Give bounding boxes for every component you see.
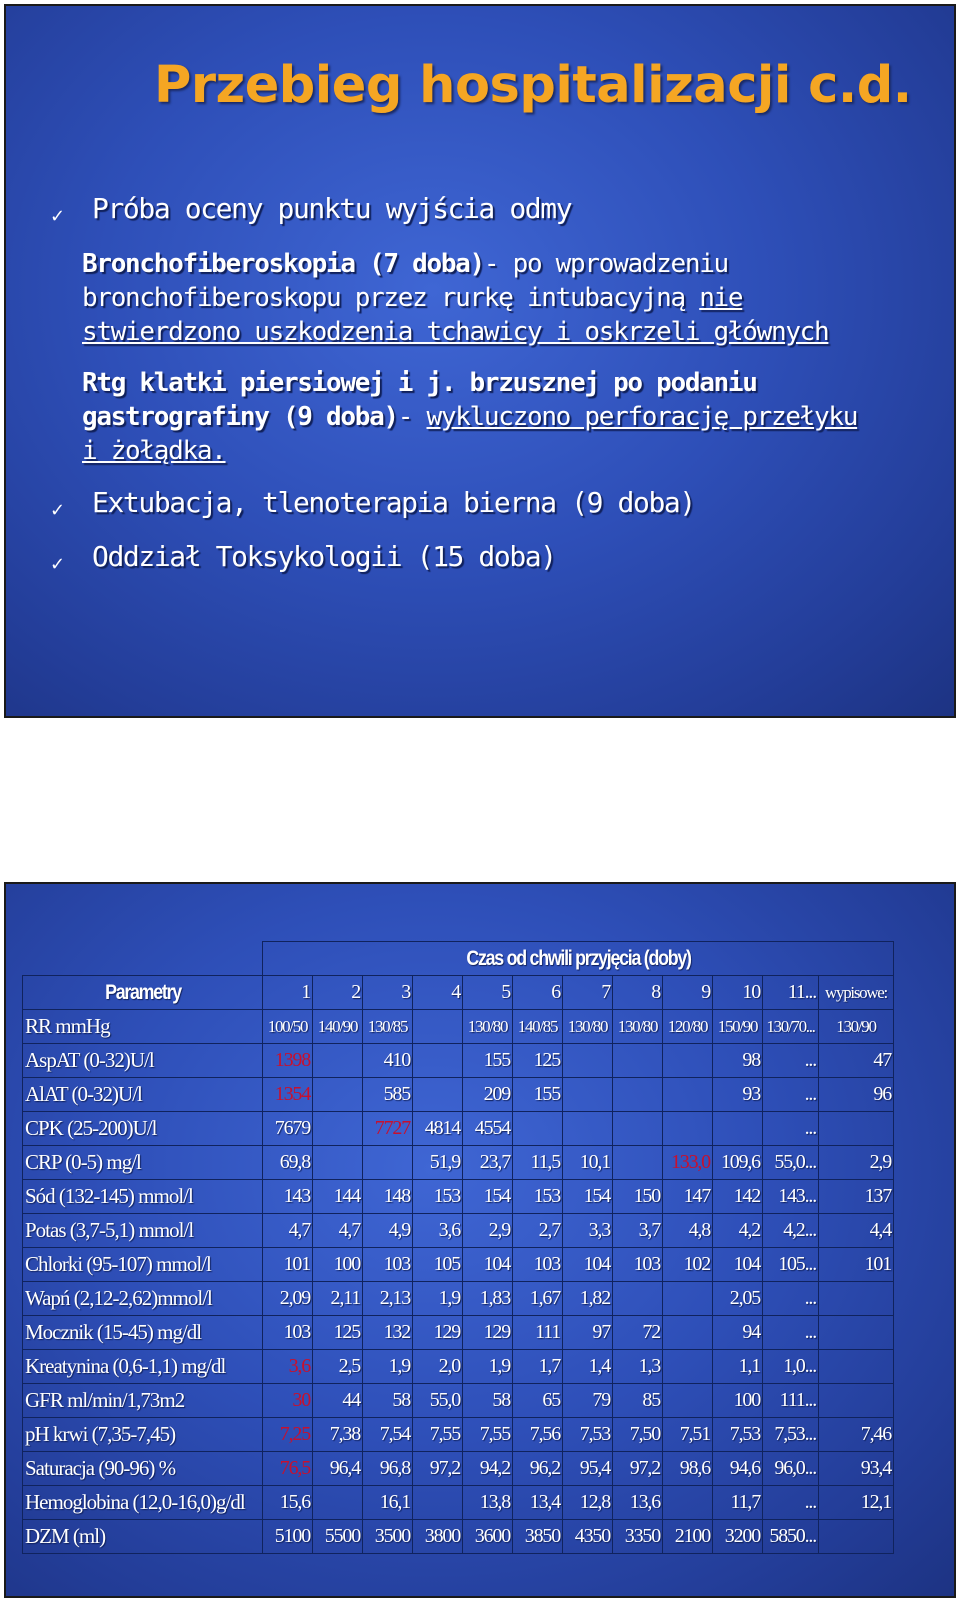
value-cell bbox=[819, 1350, 894, 1384]
xray-line-2 bbox=[82, 402, 857, 432]
value-cell: 55,0 bbox=[413, 1384, 463, 1418]
value-cell: 2,09 bbox=[263, 1282, 313, 1316]
slide-hospitalization bbox=[4, 4, 956, 718]
value-cell: 96 bbox=[819, 1078, 894, 1112]
value-cell: 137 bbox=[819, 1180, 894, 1214]
value-cell: 15,6 bbox=[263, 1486, 313, 1520]
lab-results-table bbox=[22, 941, 894, 1554]
value-cell: 12,1 bbox=[819, 1486, 894, 1520]
value-cell: 143... bbox=[763, 1180, 819, 1214]
header-corner bbox=[23, 942, 263, 976]
value-cell: 100 bbox=[713, 1384, 763, 1418]
value-cell bbox=[819, 1316, 894, 1350]
value-cell: 104 bbox=[463, 1248, 513, 1282]
day-header: 8 bbox=[613, 976, 663, 1010]
value-cell: 130/80 bbox=[613, 1010, 663, 1044]
value-cell: 96,0... bbox=[763, 1452, 819, 1486]
value-cell: 55,0... bbox=[763, 1146, 819, 1180]
abnormal-value-cell: 3,6 bbox=[263, 1350, 313, 1384]
value-cell bbox=[613, 1146, 663, 1180]
table-row bbox=[23, 1010, 894, 1044]
time-header: Czas od chwili przyjęcia (doby) bbox=[310, 942, 846, 976]
value-cell: ... bbox=[763, 1112, 819, 1146]
value-cell: 125 bbox=[513, 1044, 563, 1078]
value-cell: 10,1 bbox=[563, 1146, 613, 1180]
day-header: 10 bbox=[713, 976, 763, 1010]
value-cell: 97,2 bbox=[413, 1452, 463, 1486]
value-cell: 97 bbox=[563, 1316, 613, 1350]
parameter-name: Sód (132-145) mmol/l bbox=[23, 1180, 263, 1214]
parameter-name: Chlorki (95-107) mmol/l bbox=[23, 1248, 263, 1282]
abnormal-value-cell: 1354 bbox=[263, 1078, 313, 1112]
day-header: 6 bbox=[513, 976, 563, 1010]
value-cell: 11,7 bbox=[713, 1486, 763, 1520]
value-cell: 125 bbox=[313, 1316, 363, 1350]
value-cell: 153 bbox=[413, 1180, 463, 1214]
abnormal-value-cell: 30 bbox=[263, 1384, 313, 1418]
value-cell: 93,4 bbox=[819, 1452, 894, 1486]
value-cell: 1,3 bbox=[613, 1350, 663, 1384]
value-cell: 1,9 bbox=[413, 1282, 463, 1316]
value-cell bbox=[613, 1112, 663, 1146]
value-cell: 103 bbox=[263, 1316, 313, 1350]
abnormal-value-cell: 76,5 bbox=[263, 1452, 313, 1486]
value-cell: 1,1 bbox=[713, 1350, 763, 1384]
xray-dash: - bbox=[397, 402, 427, 432]
value-cell: 69,8 bbox=[263, 1146, 313, 1180]
parameter-name: Saturacja (90-96) % bbox=[23, 1452, 263, 1486]
value-cell: ... bbox=[763, 1044, 819, 1078]
value-cell: 2,13 bbox=[363, 1282, 413, 1316]
value-cell: 95,4 bbox=[563, 1452, 613, 1486]
table-row bbox=[23, 1078, 894, 1112]
value-cell: 585 bbox=[363, 1078, 413, 1112]
value-cell bbox=[563, 1044, 613, 1078]
table-row bbox=[23, 1520, 894, 1554]
value-cell bbox=[513, 1112, 563, 1146]
value-cell: 1,83 bbox=[463, 1282, 513, 1316]
parameter-name: AlAT (0-32)U/l bbox=[23, 1078, 263, 1112]
bullet-toxicology: Oddział Toksykologii (15 doba) bbox=[92, 540, 556, 573]
day-header: 1 bbox=[263, 976, 313, 1010]
value-cell bbox=[313, 1078, 363, 1112]
table-row bbox=[23, 1180, 894, 1214]
value-cell: 142 bbox=[713, 1180, 763, 1214]
value-cell: 3,3 bbox=[563, 1214, 613, 1248]
value-cell: 105 bbox=[413, 1248, 463, 1282]
table-row bbox=[23, 1146, 894, 1180]
parameter-name: DZM (ml) bbox=[23, 1520, 263, 1554]
value-cell: 96,2 bbox=[513, 1452, 563, 1486]
value-cell: 3,6 bbox=[413, 1214, 463, 1248]
value-cell: 4,7 bbox=[263, 1214, 313, 1248]
value-cell: 154 bbox=[563, 1180, 613, 1214]
value-cell: ... bbox=[763, 1078, 819, 1112]
value-cell bbox=[313, 1112, 363, 1146]
value-cell bbox=[313, 1146, 363, 1180]
day-header: 4 bbox=[413, 976, 463, 1010]
bronchoscopy-result: stwierdzono uszkodzenia tchawicy i oskrzeli głównych bbox=[82, 317, 829, 347]
value-cell: 47 bbox=[819, 1044, 894, 1078]
value-cell: 2,9 bbox=[463, 1214, 513, 1248]
value-cell bbox=[713, 1112, 763, 1146]
value-cell bbox=[663, 1282, 713, 1316]
value-cell: 7,56 bbox=[513, 1418, 563, 1452]
value-cell bbox=[819, 1384, 894, 1418]
value-cell: 144 bbox=[313, 1180, 363, 1214]
parameter-name: CPK (25-200)U/l bbox=[23, 1112, 263, 1146]
value-cell: 5850... bbox=[763, 1520, 819, 1554]
value-cell bbox=[413, 1044, 463, 1078]
value-cell: 1,9 bbox=[363, 1350, 413, 1384]
parameter-name: Hemoglobina (12,0-16,0)g/dl bbox=[23, 1486, 263, 1520]
value-cell: 3350 bbox=[613, 1520, 663, 1554]
value-cell: 410 bbox=[363, 1044, 413, 1078]
day-header: 9 bbox=[663, 976, 713, 1010]
bronchoscopy-label: Bronchofiberoskopia (7 doba) bbox=[82, 249, 484, 279]
abnormal-value-cell: 133,0 bbox=[663, 1146, 713, 1180]
table-row bbox=[23, 1248, 894, 1282]
parameters-header: Parametry bbox=[41, 976, 245, 1010]
parameter-name: pH krwi (7,35-7,45) bbox=[23, 1418, 263, 1452]
value-cell: 155 bbox=[463, 1044, 513, 1078]
table-row bbox=[23, 1044, 894, 1078]
value-cell bbox=[413, 1010, 463, 1044]
value-cell: 51,9 bbox=[413, 1146, 463, 1180]
value-cell: 103 bbox=[363, 1248, 413, 1282]
value-cell bbox=[413, 1486, 463, 1520]
value-cell: 147 bbox=[663, 1180, 713, 1214]
value-cell: 103 bbox=[513, 1248, 563, 1282]
slide-title: Przebieg hospitalizacji c.d. bbox=[154, 56, 912, 115]
day-header: wypisowe: bbox=[819, 976, 894, 1010]
value-cell: 5100 bbox=[263, 1520, 313, 1554]
table-row bbox=[23, 1452, 894, 1486]
value-cell bbox=[563, 1112, 613, 1146]
value-cell: 85 bbox=[613, 1384, 663, 1418]
value-cell: 7,53 bbox=[713, 1418, 763, 1452]
value-cell: 130/80 bbox=[563, 1010, 613, 1044]
value-cell: 7,53... bbox=[763, 1418, 819, 1452]
value-cell: 3800 bbox=[413, 1520, 463, 1554]
xray-result-end: i żołądka. bbox=[82, 436, 226, 466]
value-cell: 94,6 bbox=[713, 1452, 763, 1486]
abnormal-value-cell: 7727 bbox=[363, 1112, 413, 1146]
value-cell bbox=[663, 1316, 713, 1350]
value-cell: 4,8 bbox=[663, 1214, 713, 1248]
parameter-name: Wapń (2,12-2,62)mmol/l bbox=[23, 1282, 263, 1316]
value-cell bbox=[663, 1112, 713, 1146]
value-cell: 2,11 bbox=[313, 1282, 363, 1316]
value-cell: 3600 bbox=[463, 1520, 513, 1554]
value-cell: 1,0... bbox=[763, 1350, 819, 1384]
table-row bbox=[23, 1486, 894, 1520]
day-header: 3 bbox=[363, 976, 413, 1010]
value-cell: 7,53 bbox=[563, 1418, 613, 1452]
value-cell: 23,7 bbox=[463, 1146, 513, 1180]
value-cell bbox=[563, 1078, 613, 1112]
value-cell bbox=[663, 1486, 713, 1520]
bullet-assessment: Próba oceny punktu wyjścia odmy bbox=[92, 192, 572, 225]
value-cell: 150 bbox=[613, 1180, 663, 1214]
table-row bbox=[23, 1384, 894, 1418]
abnormal-value-cell: 7,25 bbox=[263, 1418, 313, 1452]
value-cell: 2,9 bbox=[819, 1146, 894, 1180]
value-cell: 96,4 bbox=[313, 1452, 363, 1486]
value-cell: 154 bbox=[463, 1180, 513, 1214]
value-cell bbox=[819, 1112, 894, 1146]
value-cell: 140/90 bbox=[313, 1010, 363, 1044]
check-icon: ✓ bbox=[50, 500, 66, 521]
value-cell: 3850 bbox=[513, 1520, 563, 1554]
value-cell: 3,7 bbox=[613, 1214, 663, 1248]
xray-line-1: Rtg klatki piersiowej i j. brzusznej po podaniu bbox=[82, 368, 757, 398]
value-cell: 104 bbox=[563, 1248, 613, 1282]
value-cell bbox=[819, 1520, 894, 1554]
value-cell: 94 bbox=[713, 1316, 763, 1350]
value-cell: 2100 bbox=[663, 1520, 713, 1554]
bullet-extubation: Extubacja, tlenoterapia bierna (9 doba) bbox=[92, 486, 695, 519]
value-cell bbox=[363, 1146, 413, 1180]
value-cell bbox=[663, 1350, 713, 1384]
value-cell bbox=[313, 1486, 363, 1520]
value-cell: 155 bbox=[513, 1078, 563, 1112]
bronchoscopy-line-2 bbox=[82, 283, 742, 313]
abnormal-value-cell: 1398 bbox=[263, 1044, 313, 1078]
parameter-name: Mocznik (15-45) mg/dl bbox=[23, 1316, 263, 1350]
value-cell bbox=[613, 1044, 663, 1078]
value-cell: 1,67 bbox=[513, 1282, 563, 1316]
value-cell: 4,2... bbox=[763, 1214, 819, 1248]
value-cell: 4350 bbox=[563, 1520, 613, 1554]
value-cell: 130/90 bbox=[819, 1010, 894, 1044]
value-cell: 58 bbox=[463, 1384, 513, 1418]
value-cell: 129 bbox=[463, 1316, 513, 1350]
day-header: 11... bbox=[763, 976, 819, 1010]
value-cell: 16,1 bbox=[363, 1486, 413, 1520]
value-cell: 72 bbox=[613, 1316, 663, 1350]
value-cell: 111 bbox=[513, 1316, 563, 1350]
value-cell: 7,51 bbox=[663, 1418, 713, 1452]
value-cell bbox=[613, 1078, 663, 1112]
value-cell: 4814 bbox=[413, 1112, 463, 1146]
table-row bbox=[23, 1350, 894, 1384]
table-row bbox=[23, 1112, 894, 1146]
value-cell: 105... bbox=[763, 1248, 819, 1282]
value-cell: 13,4 bbox=[513, 1486, 563, 1520]
check-icon: ✓ bbox=[50, 206, 66, 227]
value-cell: 150/90 bbox=[713, 1010, 763, 1044]
parameter-name: AspAT (0-32)U/l bbox=[23, 1044, 263, 1078]
parameter-name: RR mmHg bbox=[23, 1010, 263, 1044]
value-cell: 103 bbox=[613, 1248, 663, 1282]
parameter-name: CRP (0-5) mg/l bbox=[23, 1146, 263, 1180]
value-cell: 98,6 bbox=[663, 1452, 713, 1486]
value-cell: 148 bbox=[363, 1180, 413, 1214]
parameter-name: Kreatynina (0,6-1,1) mg/dl bbox=[23, 1350, 263, 1384]
value-cell: 143 bbox=[263, 1180, 313, 1214]
value-cell: 101 bbox=[263, 1248, 313, 1282]
value-cell: 7,50 bbox=[613, 1418, 663, 1452]
value-cell: 109,6 bbox=[713, 1146, 763, 1180]
value-cell: 11,5 bbox=[513, 1146, 563, 1180]
xray-result-start: wykluczono perforację przełyku bbox=[426, 402, 858, 432]
value-cell: ... bbox=[763, 1316, 819, 1350]
table-row bbox=[23, 1316, 894, 1350]
value-cell: 2,5 bbox=[313, 1350, 363, 1384]
value-cell: 97,2 bbox=[613, 1452, 663, 1486]
value-cell: 2,0 bbox=[413, 1350, 463, 1384]
bronchoscopy-result-start: nie bbox=[699, 283, 743, 313]
value-cell bbox=[663, 1044, 713, 1078]
parameter-name: Potas (3,7-5,1) mmol/l bbox=[23, 1214, 263, 1248]
value-cell: 4,2 bbox=[713, 1214, 763, 1248]
value-cell: 3200 bbox=[713, 1520, 763, 1554]
bronchoscopy-text-2: bronchofiberoskopu przez rurkę intubacyjną bbox=[82, 283, 700, 313]
value-cell: 100 bbox=[313, 1248, 363, 1282]
table-row bbox=[23, 1418, 894, 1452]
value-cell: 3500 bbox=[363, 1520, 413, 1554]
value-cell: 130/80 bbox=[463, 1010, 513, 1044]
value-cell: 65 bbox=[513, 1384, 563, 1418]
value-cell bbox=[819, 1282, 894, 1316]
value-cell: 130/85 bbox=[363, 1010, 413, 1044]
day-header: 5 bbox=[463, 976, 513, 1010]
value-cell bbox=[663, 1078, 713, 1112]
value-cell: 12,8 bbox=[563, 1486, 613, 1520]
value-cell bbox=[313, 1044, 363, 1078]
value-cell: 13,6 bbox=[613, 1486, 663, 1520]
value-cell: 132 bbox=[363, 1316, 413, 1350]
value-cell: 4,9 bbox=[363, 1214, 413, 1248]
value-cell: 79 bbox=[563, 1384, 613, 1418]
slide-lab-table bbox=[4, 882, 956, 1598]
value-cell: 7,55 bbox=[413, 1418, 463, 1452]
value-cell: ... bbox=[763, 1486, 819, 1520]
value-cell bbox=[663, 1384, 713, 1418]
value-cell: 5500 bbox=[313, 1520, 363, 1554]
value-cell: 1,82 bbox=[563, 1282, 613, 1316]
value-cell: 104 bbox=[713, 1248, 763, 1282]
check-icon: ✓ bbox=[50, 554, 66, 575]
value-cell: 2,05 bbox=[713, 1282, 763, 1316]
table-header-row bbox=[23, 942, 894, 976]
value-cell: 130/70... bbox=[763, 1010, 819, 1044]
value-cell: 101 bbox=[819, 1248, 894, 1282]
value-cell: 111... bbox=[763, 1384, 819, 1418]
value-cell: 1,7 bbox=[513, 1350, 563, 1384]
bronchoscopy-line-1 bbox=[82, 249, 728, 279]
value-cell: 96,8 bbox=[363, 1452, 413, 1486]
day-header: 2 bbox=[313, 976, 363, 1010]
parameter-name: GFR ml/min/1,73m2 bbox=[23, 1384, 263, 1418]
value-cell: 129 bbox=[413, 1316, 463, 1350]
value-cell: 120/80 bbox=[663, 1010, 713, 1044]
value-cell: 1,4 bbox=[563, 1350, 613, 1384]
table-row bbox=[23, 1282, 894, 1316]
value-cell: 58 bbox=[363, 1384, 413, 1418]
value-cell: 98 bbox=[713, 1044, 763, 1078]
value-cell: 94,2 bbox=[463, 1452, 513, 1486]
value-cell: 4554 bbox=[463, 1112, 513, 1146]
value-cell: 7679 bbox=[263, 1112, 313, 1146]
value-cell bbox=[613, 1282, 663, 1316]
value-cell: 93 bbox=[713, 1078, 763, 1112]
bronchoscopy-text-1: - po wprowadzeniu bbox=[483, 249, 728, 279]
value-cell: 2,7 bbox=[513, 1214, 563, 1248]
value-cell: 7,54 bbox=[363, 1418, 413, 1452]
day-header-row bbox=[23, 976, 894, 1010]
value-cell: 102 bbox=[663, 1248, 713, 1282]
value-cell: 13,8 bbox=[463, 1486, 513, 1520]
value-cell: 7,38 bbox=[313, 1418, 363, 1452]
value-cell: 100/50 bbox=[263, 1010, 313, 1044]
table-row bbox=[23, 1214, 894, 1248]
value-cell: 1,9 bbox=[463, 1350, 513, 1384]
value-cell: 7,55 bbox=[463, 1418, 513, 1452]
value-cell: 209 bbox=[463, 1078, 513, 1112]
value-cell: 7,46 bbox=[819, 1418, 894, 1452]
value-cell: 4,4 bbox=[819, 1214, 894, 1248]
value-cell: ... bbox=[763, 1282, 819, 1316]
value-cell: 140/85 bbox=[513, 1010, 563, 1044]
value-cell: 44 bbox=[313, 1384, 363, 1418]
value-cell: 153 bbox=[513, 1180, 563, 1214]
value-cell: 4,7 bbox=[313, 1214, 363, 1248]
value-cell bbox=[413, 1078, 463, 1112]
day-header: 7 bbox=[563, 976, 613, 1010]
xray-label: gastrografiny (9 doba) bbox=[82, 402, 398, 432]
